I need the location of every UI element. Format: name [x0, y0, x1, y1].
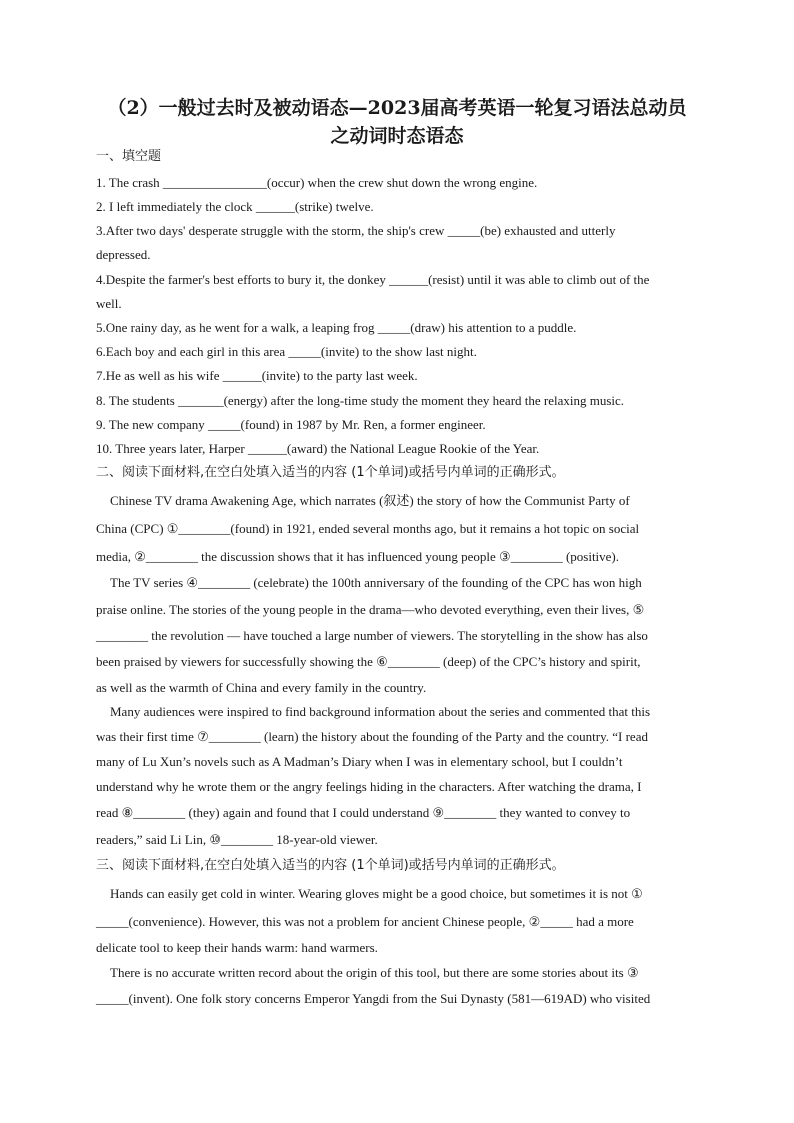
passage-line: Hands can easily get cold in winter. Wearing gloves might be a good choice, but sometimes it is not ①: [110, 886, 643, 901]
passage-line: praise online. The stories of the young people in the drama—who devoted everything, even their lives, ⑤: [96, 602, 645, 617]
passage-line: There is no accurate written record about the origin of this tool, but there are some stories about its ③: [110, 965, 639, 980]
passage-line: delicate tool to keep their hands warm: hand warmers.: [96, 940, 378, 955]
question-line: 6.Each boy and each girl in this area _____(invite) to the show last night.: [96, 344, 477, 359]
question-line: depressed.: [96, 247, 151, 262]
passage-line: many of Lu Xun’s novels such as A Madman’s Diary when I was in elementary school, but I couldn’t: [96, 754, 623, 769]
question-line: 4.Despite the farmer's best efforts to bury it, the donkey ______(resist) until it was able to climb out of the: [96, 272, 650, 287]
title-line-1: （2）一般过去时及被动语态—2023届高考英语一轮复习语法总动员: [107, 97, 687, 119]
title-line-2: 之动词时态语态: [330, 125, 464, 147]
passage-line: China (CPC) ①________(found) in 1921, ended several months ago, but it remains a hot topic on social: [96, 521, 640, 536]
passage-line: read ⑧________ (they) again and found that I could understand ⑨________ they wanted to convey to: [96, 805, 631, 820]
passage-line: as well as the warmth of China and every family in the country.: [96, 680, 427, 695]
passage-line: been praised by viewers for successfully showing the ⑥________ (deep) of the CPC’s history and spirit,: [96, 654, 641, 669]
question-line: 1. The crash ________________(occur) when the crew shut down the wrong engine.: [96, 175, 538, 190]
question-line: 10. Three years later, Harper ______(award) the National League Rookie of the Year.: [96, 441, 540, 456]
question-line: 2. I left immediately the clock ______(strike) twelve.: [96, 199, 374, 214]
passage-line: _____(convenience). However, this was not a problem for ancient Chinese people, ②_____ had a more: [96, 914, 634, 929]
passage-line: understand why he wrote them or the angry feelings hiding in the characters. After watching the drama, I: [96, 779, 642, 794]
question-line: 3.After two days' desperate struggle with the storm, the ship's crew _____(be) exhausted and utterly: [96, 223, 616, 238]
passage-line: _____(invent). One folk story concerns Emperor Yangdi from the Sui Dynasty (581—619AD) who visited: [96, 991, 651, 1006]
passage-line: media, ②________ the discussion shows that it has influenced young people ③________ (positive).: [96, 549, 620, 564]
passage-line: The TV series ④________ (celebrate) the 100th anniversary of the founding of the CPC has won high: [110, 575, 642, 590]
passage-line: Many audiences were inspired to find background information about the series and commented that this: [110, 704, 651, 719]
passage-line: readers,” said Li Lin, ⑩________ 18-year-old viewer.: [96, 832, 378, 847]
section2-heading: 二、阅读下面材料,在空白处填入适当的内容 (1个单词)或括号内单词的正确形式。: [96, 465, 565, 480]
passage-line: ________ the revolution — have touched a large number of viewers. The storytelling in the show has also: [96, 628, 648, 643]
section1-heading: 一、填空题: [96, 149, 162, 164]
document-title: [96, 94, 698, 150]
passage-line: Chinese TV drama Awakening Age, which narrates (叙述) the story of how the Communist Party of: [110, 493, 630, 508]
question-line: 5.One rainy day, as he went for a walk, a leaping frog _____(draw) his attention to a puddle.: [96, 320, 577, 335]
section3-heading: 三、阅读下面材料,在空白处填入适当的内容 (1个单词)或括号内单词的正确形式。: [96, 858, 565, 873]
passage-line: was their first time ⑦________ (learn) the history about the founding of the Party and the country. “I read: [96, 729, 648, 744]
question-line: 9. The new company _____(found) in 1987 by Mr. Ren, a former engineer.: [96, 417, 486, 432]
question-line: well.: [96, 296, 122, 311]
question-line: 8. The students _______(energy) after the long-time study the moment they heard the relaxing music.: [96, 393, 625, 408]
question-line: 7.He as well as his wife ______(invite) to the party last week.: [96, 368, 418, 383]
